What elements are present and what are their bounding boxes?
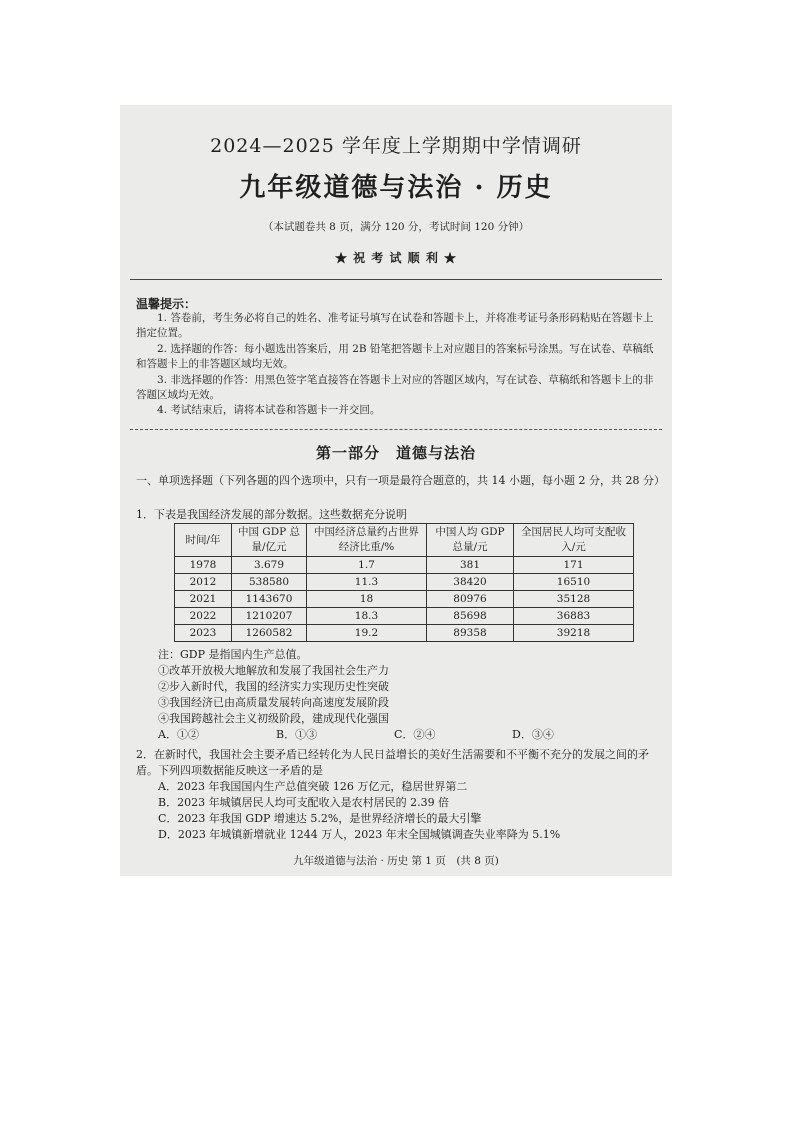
- table-cell: 1.7: [307, 557, 427, 574]
- table-cell: 11.3: [307, 574, 427, 591]
- blessing-line: ★ 祝 考 试 顺 利 ★: [334, 251, 458, 265]
- answer-option: A．2023 年我国国内生产总值突破 126 万亿元，稳居世界第二: [158, 780, 468, 793]
- table-header-cell: 全国居民人均可支配收入/元: [514, 524, 634, 557]
- section-heading: 一、单项选择题（下列各题的四个选项中，只有一项是最符合题意的，共 14 小题，每小题 2 分，共 28 分）: [136, 474, 665, 487]
- tip-item: 2. 选择题的作答：每小题选出答案后，用 2B 铅笔把答题卡上对应题目的答案标号涂黑。写在试卷、草稿纸和答题卡上的非答题区域均无效。: [136, 342, 654, 371]
- table-cell: 1143670: [232, 591, 307, 608]
- answer-option: A．①②: [158, 728, 199, 741]
- question-1-body: [158, 647, 389, 727]
- table-cell: 80976: [427, 591, 514, 608]
- table-header-cell: 中国经济总量约占世界经济比重/%: [307, 524, 427, 557]
- question-2-stem: 2．在新时代，我国社会主要矛盾已经转化为人民日益增长的美好生活需要和不平衡不充分的发展之间的矛盾。下列四项数据能反映这一矛盾的是: [136, 748, 649, 777]
- table-header-cell: 中国人均 GDP 总量/元: [427, 524, 514, 557]
- statement: ②步入新时代，我国的经济实力实现历史性突破: [158, 680, 389, 693]
- table-cell: 36883: [514, 608, 634, 625]
- table-cell: 18: [307, 591, 427, 608]
- economy-data-table: [174, 523, 634, 642]
- table-cell: 2012: [175, 574, 232, 591]
- exam-page: [120, 105, 672, 876]
- table-cell: 16510: [514, 574, 634, 591]
- answer-option: D．2023 年城镇新增就业 1244 万人，2023 年末全国城镇调查失业率降为 5.1%: [158, 828, 561, 841]
- table-cell: 39218: [514, 625, 634, 642]
- table-header-cell: 中国 GDP 总量/亿元: [232, 524, 307, 557]
- table-cell: 35128: [514, 591, 634, 608]
- table-note: 注：GDP 是指国内生产总值。: [158, 648, 308, 661]
- tips-divider: [130, 429, 662, 430]
- answer-option: B．2023 年城镇居民人均可支配收入是农村居民的 2.39 倍: [158, 796, 450, 809]
- tip-item: 1. 答卷前，考生务必将自己的姓名、准考证号填写在试卷和答题卡上，并将准考证号条形码粘贴在答题卡上指定位置。: [136, 312, 654, 340]
- tip-item: 4. 考试结束后，请将本试卷和答题卡一并交回。: [157, 404, 381, 417]
- table-cell: 85698: [427, 608, 514, 625]
- table-header-cell: 时间/年: [175, 524, 232, 557]
- table-cell: 171: [514, 557, 634, 574]
- table-cell: 381: [427, 557, 514, 574]
- statement: ①改革开放极大地解放和发展了我国社会生产力: [158, 664, 389, 677]
- answer-option: B．①③: [276, 728, 318, 741]
- statement: ④我国跨越社会主义初级阶段，建成现代化强国: [158, 712, 389, 725]
- page-footer: 九年级道德与法治 · 历史 第 1 页 (共 8 页): [293, 855, 499, 867]
- tips-list: [136, 311, 660, 419]
- table-row: [175, 625, 634, 642]
- table-cell: 18.3: [307, 608, 427, 625]
- table-cell: 1978: [175, 557, 232, 574]
- part-title: 第一部分 道德与法治: [315, 444, 476, 462]
- exam-year-title: 2024—2025 学年度上学期期中学情调研: [210, 135, 582, 157]
- table-cell: 2021: [175, 591, 232, 608]
- table-cell: 1260582: [232, 625, 307, 642]
- exam-main-title: 九年级道德与法治 · 历史: [239, 173, 553, 203]
- question-1-stem: 1．下表是我国经济发展的部分数据。这些数据充分说明: [136, 508, 407, 521]
- table-cell: 19.2: [307, 625, 427, 642]
- table-row: [175, 557, 634, 574]
- table-cell: 2022: [175, 608, 232, 625]
- tips-title: 温馨提示：: [136, 297, 197, 311]
- table-cell: 1210207: [232, 608, 307, 625]
- question-1-options: [158, 727, 658, 743]
- table-cell: 3.679: [232, 557, 307, 574]
- table-row: [175, 574, 634, 591]
- table-cell: 2023: [175, 625, 232, 642]
- answer-option: D．③④: [512, 728, 554, 741]
- table-row: [175, 608, 634, 625]
- table-header-row: [175, 524, 634, 557]
- table-cell: 89358: [427, 625, 514, 642]
- answer-option: C．2023 年我国 GDP 增速达 5.2%，是世界经济增长的最大引擎: [158, 812, 482, 825]
- header-divider: [130, 279, 662, 280]
- paper-info: （本试题卷共 8 页，满分 120 分，考试时间 120 分钟）: [262, 221, 530, 233]
- table-row: [175, 591, 634, 608]
- statement: ③我国经济已由高质量发展转向高速度发展阶段: [158, 696, 389, 709]
- question-2-options: [158, 779, 560, 843]
- table-cell: 38420: [427, 574, 514, 591]
- tip-item: 3. 非选择题的作答：用黑色签字笔直接答在答题卡上对应的答题区域内，写在试卷、草稿纸和答题卡上的非答题区域均无效。: [136, 373, 654, 402]
- table-cell: 538580: [232, 574, 307, 591]
- answer-option: C．②④: [394, 728, 436, 741]
